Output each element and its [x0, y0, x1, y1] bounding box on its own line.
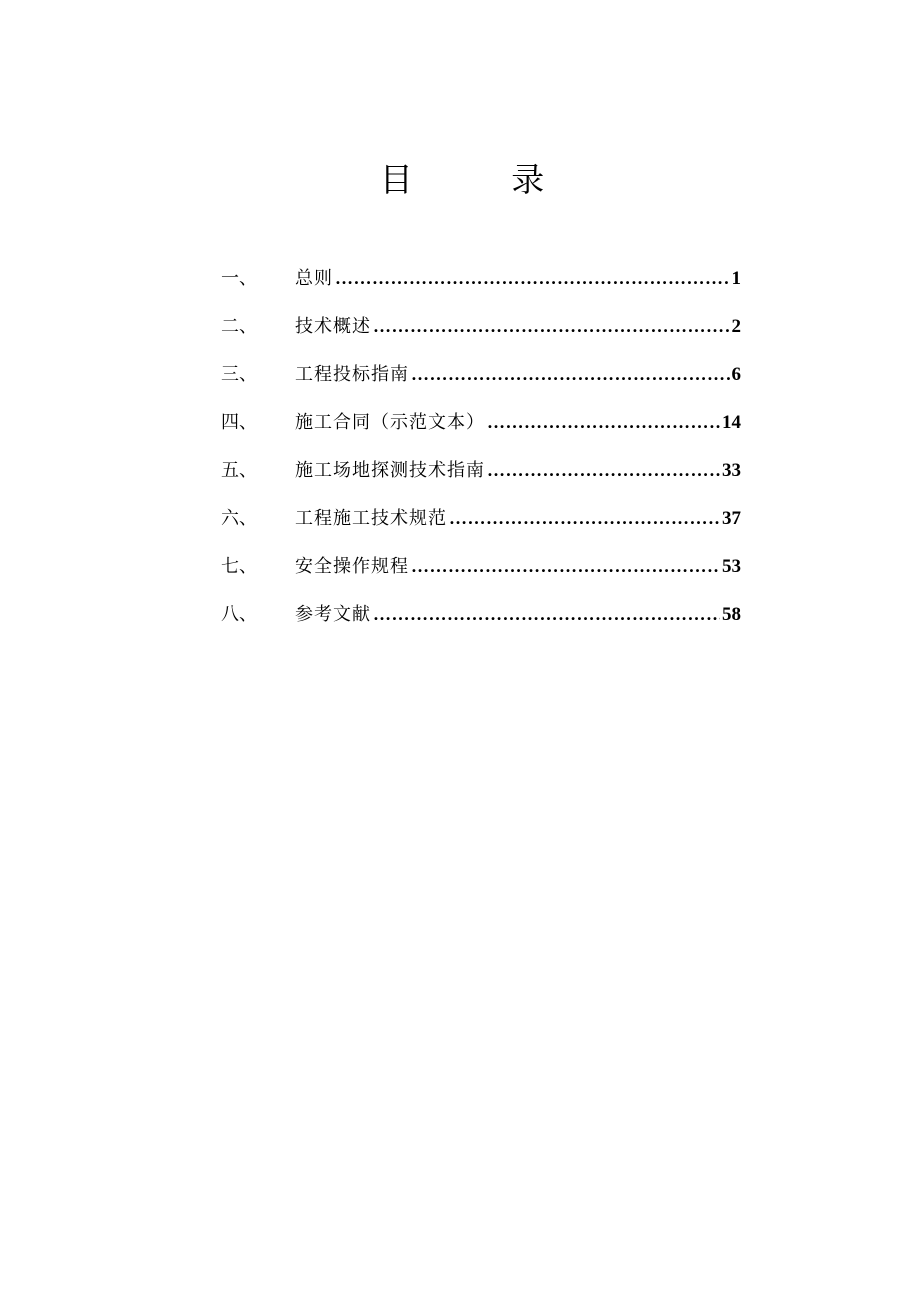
- toc-entry-page: 2: [731, 316, 741, 337]
- toc-dot-leader: [487, 406, 720, 438]
- toc-entry[interactable]: [221, 358, 741, 406]
- toc-entry-number: 七、: [221, 556, 257, 577]
- toc-entry-label: 施工合同（示范文本）: [295, 412, 485, 433]
- toc-dot-leader: [335, 262, 730, 294]
- toc-list: [221, 262, 741, 646]
- toc-dot-leader: [449, 502, 720, 534]
- toc-dot-leader: [373, 598, 720, 630]
- toc-entry-page: 6: [731, 364, 741, 385]
- toc-entry-label: 技术概述: [295, 316, 371, 337]
- toc-entry-page: 53: [722, 556, 741, 577]
- toc-dot-leader: [373, 310, 730, 342]
- toc-entry-page: 37: [722, 508, 741, 529]
- toc-entry-page: 1: [731, 268, 741, 289]
- toc-entry-number: 八、: [221, 604, 257, 625]
- toc-entry-label: 安全操作规程: [295, 556, 409, 577]
- toc-entry[interactable]: [221, 262, 741, 310]
- toc-dot-leader: [487, 454, 720, 486]
- toc-entry-label: 施工场地探测技术指南: [295, 460, 485, 481]
- toc-entry[interactable]: [221, 550, 741, 598]
- toc-entry[interactable]: [221, 598, 741, 646]
- toc-entry-number: 二、: [221, 316, 257, 337]
- toc-dot-leader: [411, 358, 730, 390]
- toc-entry-number: 三、: [221, 364, 257, 385]
- toc-entry[interactable]: [221, 406, 741, 454]
- toc-entry[interactable]: [221, 454, 741, 502]
- toc-entry-label: 工程施工技术规范: [295, 508, 447, 529]
- toc-entry-number: 五、: [221, 460, 257, 481]
- toc-entry-label: 参考文献: [295, 604, 371, 625]
- toc-entry-page: 33: [722, 460, 741, 481]
- toc-entry-number: 一、: [221, 268, 257, 289]
- toc-entry-page: 58: [722, 604, 741, 625]
- toc-entry[interactable]: [221, 502, 741, 550]
- toc-entry-number: 六、: [221, 508, 257, 529]
- toc-entry-label: 总则: [295, 268, 333, 289]
- toc-entry[interactable]: [221, 310, 741, 358]
- toc-title: 目 录: [379, 160, 589, 199]
- toc-dot-leader: [411, 550, 720, 582]
- toc-entry-number: 四、: [221, 412, 257, 433]
- toc-entry-page: 14: [722, 412, 741, 433]
- toc-entry-label: 工程投标指南: [295, 364, 409, 385]
